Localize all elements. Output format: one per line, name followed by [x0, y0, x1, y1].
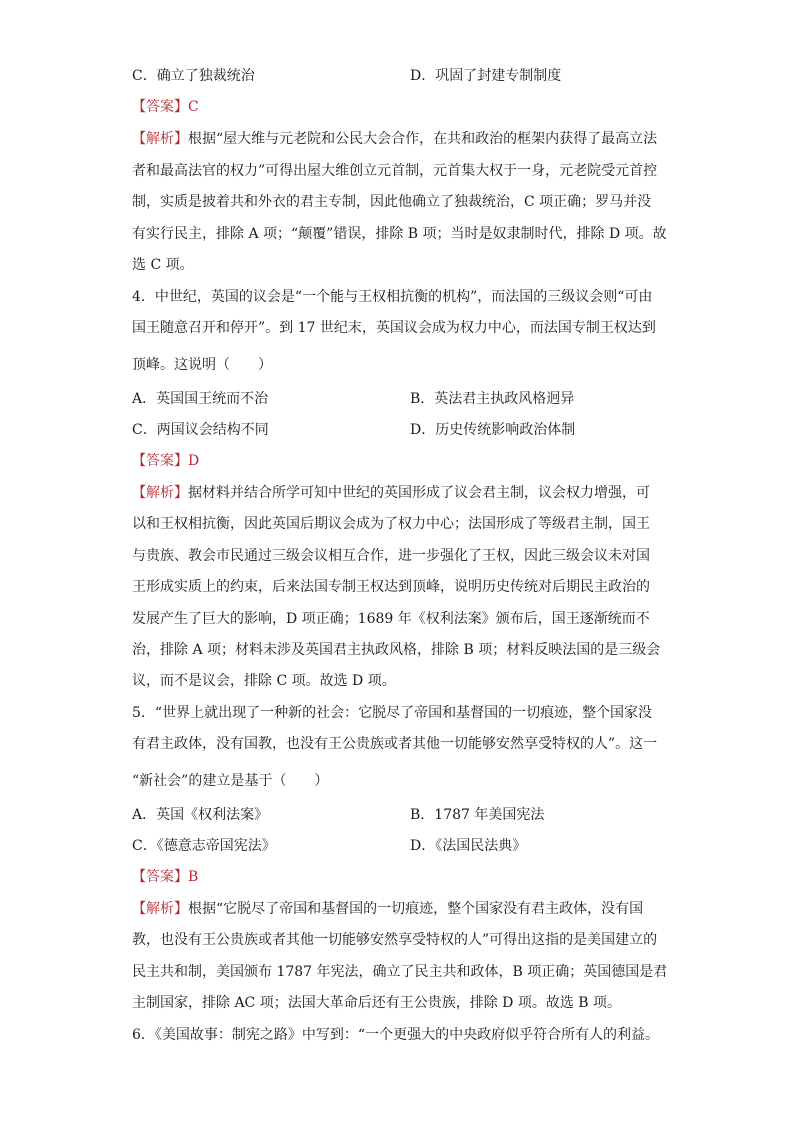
analysis-label: 【解析】 [132, 485, 188, 501]
q5-option-c: C．《德意志帝国宪法》 [132, 838, 276, 854]
q6-stem-line: 6．《美国故事：制宪之路》中写到：“一个更强大的中央政府似乎符合所有人的利益。 [132, 1027, 660, 1043]
analysis-label: 【解析】 [132, 131, 188, 147]
q5-stem-line: 有君主政体，没有国教，也没有王公贵族或者其他一切能够安然享受特权的人”。这一 [132, 736, 658, 752]
q3-answer [132, 97, 199, 117]
answer-label: 【答案】 [132, 99, 188, 115]
q4-stem-line: 4．中世纪，英国的议会是“一个能与王权相抗衡的机构”，而法国的三级议会则“可由 [132, 289, 653, 305]
q4-option-b: B．英法君主执政风格迥异 [410, 391, 575, 407]
q3-analysis-line: 制，实质是披着共和外衣的君主专制，因此他确立了独裁统治，C 项正确；罗马并没 [132, 194, 652, 210]
q3-option-d: D．巩固了封建专制制度 [410, 68, 562, 84]
q4-stem-line: 顶峰。这说明（ ） [132, 357, 272, 373]
q4-analysis-line: 以和王权相抗衡，因此英国后期议会成为了权力中心；法国形成了等级君主制，国王 [132, 516, 650, 532]
q5-stem-line: “新社会”的建立是基于（ ） [132, 773, 329, 789]
q5-stem-line: 5．“世界上就出现了一种新的社会：它脱尽了帝国和基督国的一切痕迹，整个国家没 [132, 705, 653, 721]
analysis-label: 【解析】 [132, 901, 188, 917]
answer-value: D [188, 453, 200, 469]
q4-stem-line: 国王随意召开和停开”。到 17 世纪末，英国议会成为权力中心，而法国专制王权达到 [132, 320, 656, 336]
q3-analysis-line: 有实行民主，排除 A 项；“颠覆”错误，排除 B 项；当时是奴隶制时代，排除 D 项。故 [132, 226, 667, 242]
q3-analysis-line: 选 C 项。 [132, 257, 194, 273]
q4-analysis-line: 王形成实质上的约束，后来法国专制王权达到顶峰，说明历史传统对后期民主政治的 [132, 579, 650, 595]
q4-analysis-line: 发展产生了巨大的影响，D 项正确；1689 年《权利法案》颁布后，国王逐渐统而不 [132, 611, 650, 627]
answer-value: B [188, 869, 199, 885]
q5-analysis-line: 主制国家，排除 AC 项；法国大革命后还有王公贵族，排除 D 项。故选 B 项。 [132, 995, 622, 1011]
answer-label: 【答案】 [132, 453, 188, 469]
q5-analysis-line: 教，也没有王公贵族或者其他一切能够安然享受特权的人”可得出这指的是美国建立的 [132, 932, 658, 948]
q5-answer [132, 867, 198, 887]
q4-analysis-line: 【解析】据材料并结合所学可知中世纪的英国形成了议会君主制，议会权力增强，可 [132, 485, 650, 501]
q4-option-c: C．两国议会结构不同 [132, 422, 269, 438]
q5-option-d: D．《法国民法典》 [410, 838, 527, 854]
q4-analysis-line: 治，排除 A 项；材料未涉及英国君主执政风格，排除 B 项；材料反映法国的是三级会 [132, 642, 661, 658]
q5-option-a: A．英国《权利法案》 [132, 807, 269, 823]
q4-answer [132, 451, 199, 471]
q5-analysis-line: 民主共和制，美国颁布 1787 年宪法，确立了民主共和政体，B 项正确；英国德国是君 [132, 964, 668, 980]
answer-value: C [188, 99, 199, 115]
q5-option-b: B．1787 年美国宪法 [410, 807, 545, 823]
q4-analysis-line: 议，而不是议会，排除 C 项。故选 D 项。 [132, 673, 396, 689]
q3-option-c: C．确立了独裁统治 [132, 68, 255, 84]
q5-analysis-line: 【解析】根据“它脱尽了帝国和基督国的一切痕迹，整个国家没有君主政体，没有国 [132, 901, 644, 917]
q3-analysis-line: 【解析】根据“屋大维与元老院和公民大会合作，在共和政治的框架内获得了最高立法 [132, 131, 658, 147]
q3-analysis-line: 者和最高法官的权力”可得出屋大维创立元首制，元首集大权于一身，元老院受元首控 [132, 163, 658, 179]
q4-option-d: D．历史传统影响政治体制 [410, 422, 576, 438]
q4-analysis-line: 与贵族、教会市民通过三级会议相互合作，进一步强化了王权，因此三级会议未对国 [132, 548, 650, 564]
q4-option-a: A．英国国王统而不治 [132, 391, 269, 407]
answer-label: 【答案】 [132, 869, 188, 885]
